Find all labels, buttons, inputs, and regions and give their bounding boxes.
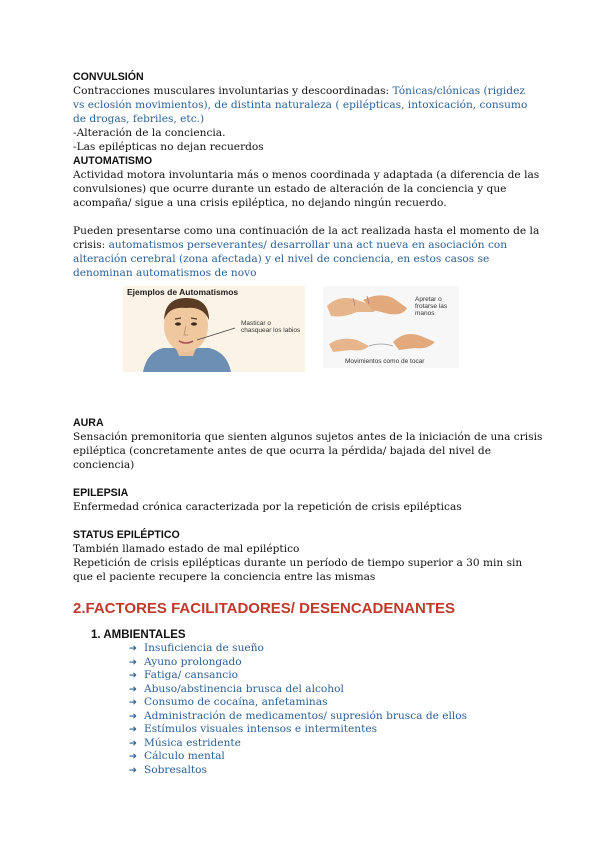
arrow-icon: ➔ — [129, 710, 137, 722]
aura-heading: AURA — [73, 417, 104, 429]
arrow-icon: ➔ — [129, 724, 137, 735]
list-item: ➔ Cálculo mental — [129, 750, 225, 762]
aura-line-1: Sensación premonitoria que sienten algunos sujetos antes de la iniciación de una crisis — [73, 431, 543, 443]
section-2-title: 2.FACTORES FACILITADORES/ DESENCADENANTES — [73, 600, 455, 617]
epilepsia-line-1: Enfermedad crónica caracterizada por la repetición de crisis epilépticas — [73, 501, 462, 513]
automatismo-line-2: convulsiones) que ocurre durante un estado de alteración de la conciencia y que — [73, 183, 507, 195]
automatismo-line-1: Actividad motora involuntaria más o menos coordinada y adaptada (a diferencia de las — [73, 169, 540, 181]
status-heading: STATUS EPILÉPTICO — [73, 529, 180, 541]
factors-list — [129, 642, 543, 777]
list-item: ➔ Ayuno prolongado — [129, 655, 242, 668]
arrow-icon: ➔ — [129, 643, 137, 654]
convulsion-heading: CONVULSIÓN — [73, 71, 144, 83]
epilepsia-heading: EPILEPSIA — [73, 487, 129, 499]
arrow-icon: ➔ — [129, 656, 137, 668]
subsection-ambientales: 1. AMBIENTALES — [91, 629, 186, 641]
convulsion-line-5: -Las epilépticas no dejan recuerdos — [73, 141, 264, 153]
figure-label-hands: Apretar o frotarse las manos — [415, 296, 448, 317]
status-line-3: que el paciente recupere la conciencia entre las mismas — [73, 571, 376, 583]
convulsion-line-3: de drogas, febriles, etc.) — [73, 113, 205, 125]
arrow-icon: ➔ — [129, 764, 137, 776]
convulsion-line-1: Contracciones musculares involuntarias y descoordinadas: Tónicas/clónicas (rigidez — [73, 85, 525, 97]
automatismo-para2-line-1: Pueden presentarse como una continuación de la act realizada hasta el momento de la — [73, 225, 540, 237]
arrow-icon: ➔ — [129, 737, 137, 749]
automatismo-heading: AUTOMATISMO — [73, 155, 153, 167]
aura-line-3: conciencia) — [73, 459, 135, 471]
automatismo-para2-line-3: alteración cerebral (zona afectada) y el nivel de conciencia, en estos casos se — [73, 253, 490, 265]
arrow-icon: ➔ — [129, 670, 137, 681]
list-item: ➔ Sobresaltos — [129, 763, 207, 776]
arrow-icon: ➔ — [129, 697, 137, 708]
list-item: ➔ Música estridente — [129, 736, 241, 749]
list-item: ➔ Fatiga/ cansancio — [129, 669, 238, 681]
face-illustration — [123, 286, 305, 372]
arrow-icon: ➔ — [129, 683, 137, 695]
list-item: ➔ Administración de medicamentos/ supresión brusca de ellos — [129, 709, 468, 722]
automatismo-para2-line-4: denominan automatismos de novo — [73, 267, 257, 279]
hands-illustration — [323, 286, 459, 368]
list-item: ➔ Abuso/abstinencia brusca del alcohol — [129, 682, 344, 695]
figure-label-movement: Movimientos como de tocar — [345, 358, 425, 365]
status-line-2: Repetición de crisis epilépticas durante un período de tiempo superior a 30 min sin — [73, 557, 523, 569]
automatismo-line-3: acompaña/ sigue a una crisis epiléptica, no dejando ningún recuerdo. — [73, 197, 447, 209]
arrow-icon: ➔ — [129, 751, 137, 762]
list-item: ➔ Insuficiencia de sueño — [129, 642, 264, 654]
status-line-1: También llamado estado de mal epiléptico — [73, 543, 300, 555]
figure-title: Ejemplos de Automatismos — [127, 287, 239, 297]
list-item: ➔ Estímulos visuales intensos e intermitentes — [129, 723, 378, 735]
automatism-figures — [73, 286, 543, 388]
list-item: ➔ Consumo de cocaína, anfetaminas — [129, 696, 328, 708]
document-page — [73, 70, 543, 777]
convulsion-line-4: -Alteración de la conciencia. — [73, 127, 226, 139]
aura-line-2: epiléptica (concretamente antes de que ocurra la pérdida/ bajada del nivel de — [73, 445, 491, 457]
convulsion-line-2: vs eclosión movimientos), de distinta naturaleza ( epilépticas, intoxicación, consumo — [73, 99, 528, 111]
automatismo-para2-line-2: crisis: automatismos perseverantes/ desarrollar una act nueva en asociación con — [73, 239, 508, 251]
figure-label-lips: Masticar o chasquear los labios — [241, 320, 301, 334]
